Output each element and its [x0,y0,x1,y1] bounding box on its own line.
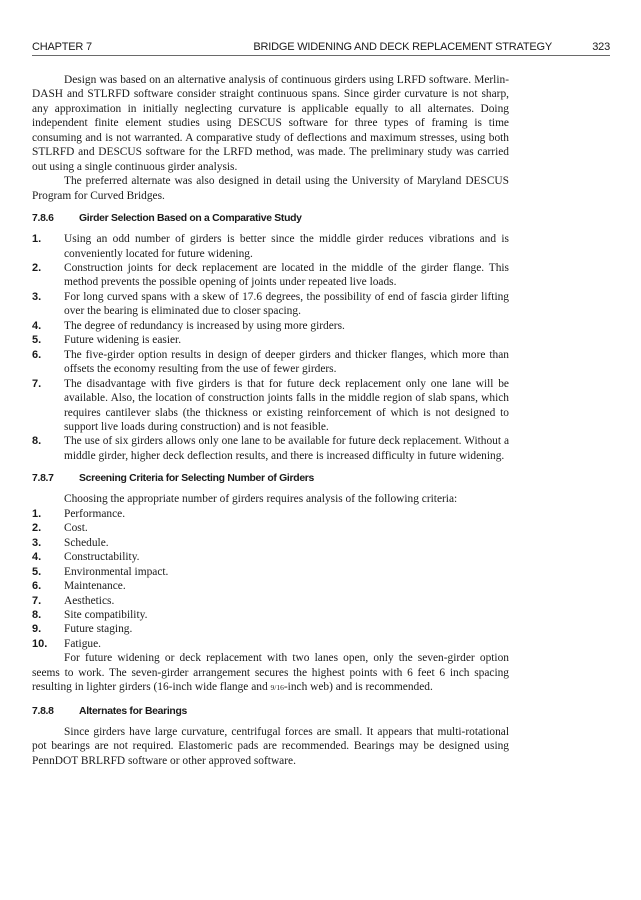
list-item: 6. The five-girder option results in design of deeper girders and thicker flanges, which more than offsets the economy resulting from the use of fewer girders. [32,348,509,376]
list-item: 1. Using an odd number of girders is better since the middle girder reduces vibrations and is conveniently located for future widening. [32,233,509,260]
section-heading [32,705,509,719]
chapter-label: CHAPTER 7 [32,41,92,53]
section-number: 7.8.7 [32,473,54,485]
paragraph: The preferred alternate was also designed in detail using the University of Maryland DESCUS Program for Curved Bridges. [32,175,509,202]
page-number: 323 [592,41,610,53]
list-item: 4. Constructability. [32,551,140,564]
numbered-list [32,232,509,463]
paragraph: Choosing the appropriate number of girders requires analysis of the following criteria: [64,493,458,506]
body-text [32,73,509,768]
list-item: 7. Aesthetics. [32,594,115,607]
list-item: 9. Future staging. [32,623,133,636]
paragraph: Since girders have large curvature, centrifugal forces are small. It appears that multi-rotational pot bearings are not required. Elastomeric pads are recommended. Bearings may be designed using PennDOT BRLRFD software or other approved software. [32,725,509,767]
list-item: 6. Maintenance. [32,580,126,593]
fraction: 9/16 [270,683,284,693]
list-item: 3. For long curved spans with a skew of 17.6 degrees, the possibility of end of fascia girder lifting over the bearing is eliminated due to closer spacing. [32,290,509,318]
section-number: 7.8.6 [32,213,54,225]
section-title: Screening Criteria for Selecting Number of Girders [79,473,315,485]
section-number: 7.8.8 [32,705,54,717]
list-item: 3. Schedule. [32,536,109,549]
section-title: Alternates for Bearings [79,705,188,717]
list-item: 10. Fatigue. [32,637,102,650]
list-item: 7. The disadvantage with five girders is that for future deck replacement only one lane will be available. Also, the location of construction joints falls in the middle region of slab spans, which requires cantilever slabs (the thickness or existing reinforcement of which is not designed to support live loads during construction) and is not feasible. [32,377,509,433]
list-item: 5. Environmental impact. [32,565,169,578]
numbered-list [32,507,509,652]
paragraph: For future widening or deck replacement with two lanes open, only the seven-girder option seems to work. The seven-girder arrangement secures the highest points with 6 feet 6 inch spacing resulting in lighter girders (16-inch wide flange and 9/16-inch web) and is recommended. [32,652,509,694]
header-rule [32,55,610,56]
list-item: 8. Site compatibility. [32,608,148,621]
list-item: 2. Cost. [32,522,88,535]
paragraph: Design was based on an alternative analysis of continuous girders using LRFD software. Merlin-DASH and STLRFD software consider straight continuous spans. Since girder curvature is not sharp, any approximation in initially neglecting curvature is applicable equally to all alternates. Doing independent finite element studies using DESCUS software for three types of framing is time consuming and is not warranted. A comparative study of deflections and maximum stresses, using both STLRFD and DESCUS software for the LRFD method, was made. The preliminary study was carried out using a single continuous girder analysis. [32,74,509,173]
list-item: 8. The use of six girders allows only one lane to be available for future deck replacement. Without a middle girder, higher deck deflection results, and there is increased difficulty in future widening. [32,435,509,462]
section-title: Girder Selection Based on a Comparative Study [79,213,302,225]
list-item: 5. Future widening is easier. [32,334,182,347]
section-heading [32,212,509,226]
list-item: 2. Construction joints for deck replacement are located in the middle of the girder flange. This method prevents the possible opening of joints under repeated live loads. [32,261,509,289]
section-heading [32,472,509,486]
chapter-title: BRIDGE WIDENING AND DECK REPLACEMENT STRATEGY [253,41,552,53]
list-item: 4. The degree of redundancy is increased by using more girders. [32,319,345,332]
list-item: 1. Performance. [32,507,126,520]
